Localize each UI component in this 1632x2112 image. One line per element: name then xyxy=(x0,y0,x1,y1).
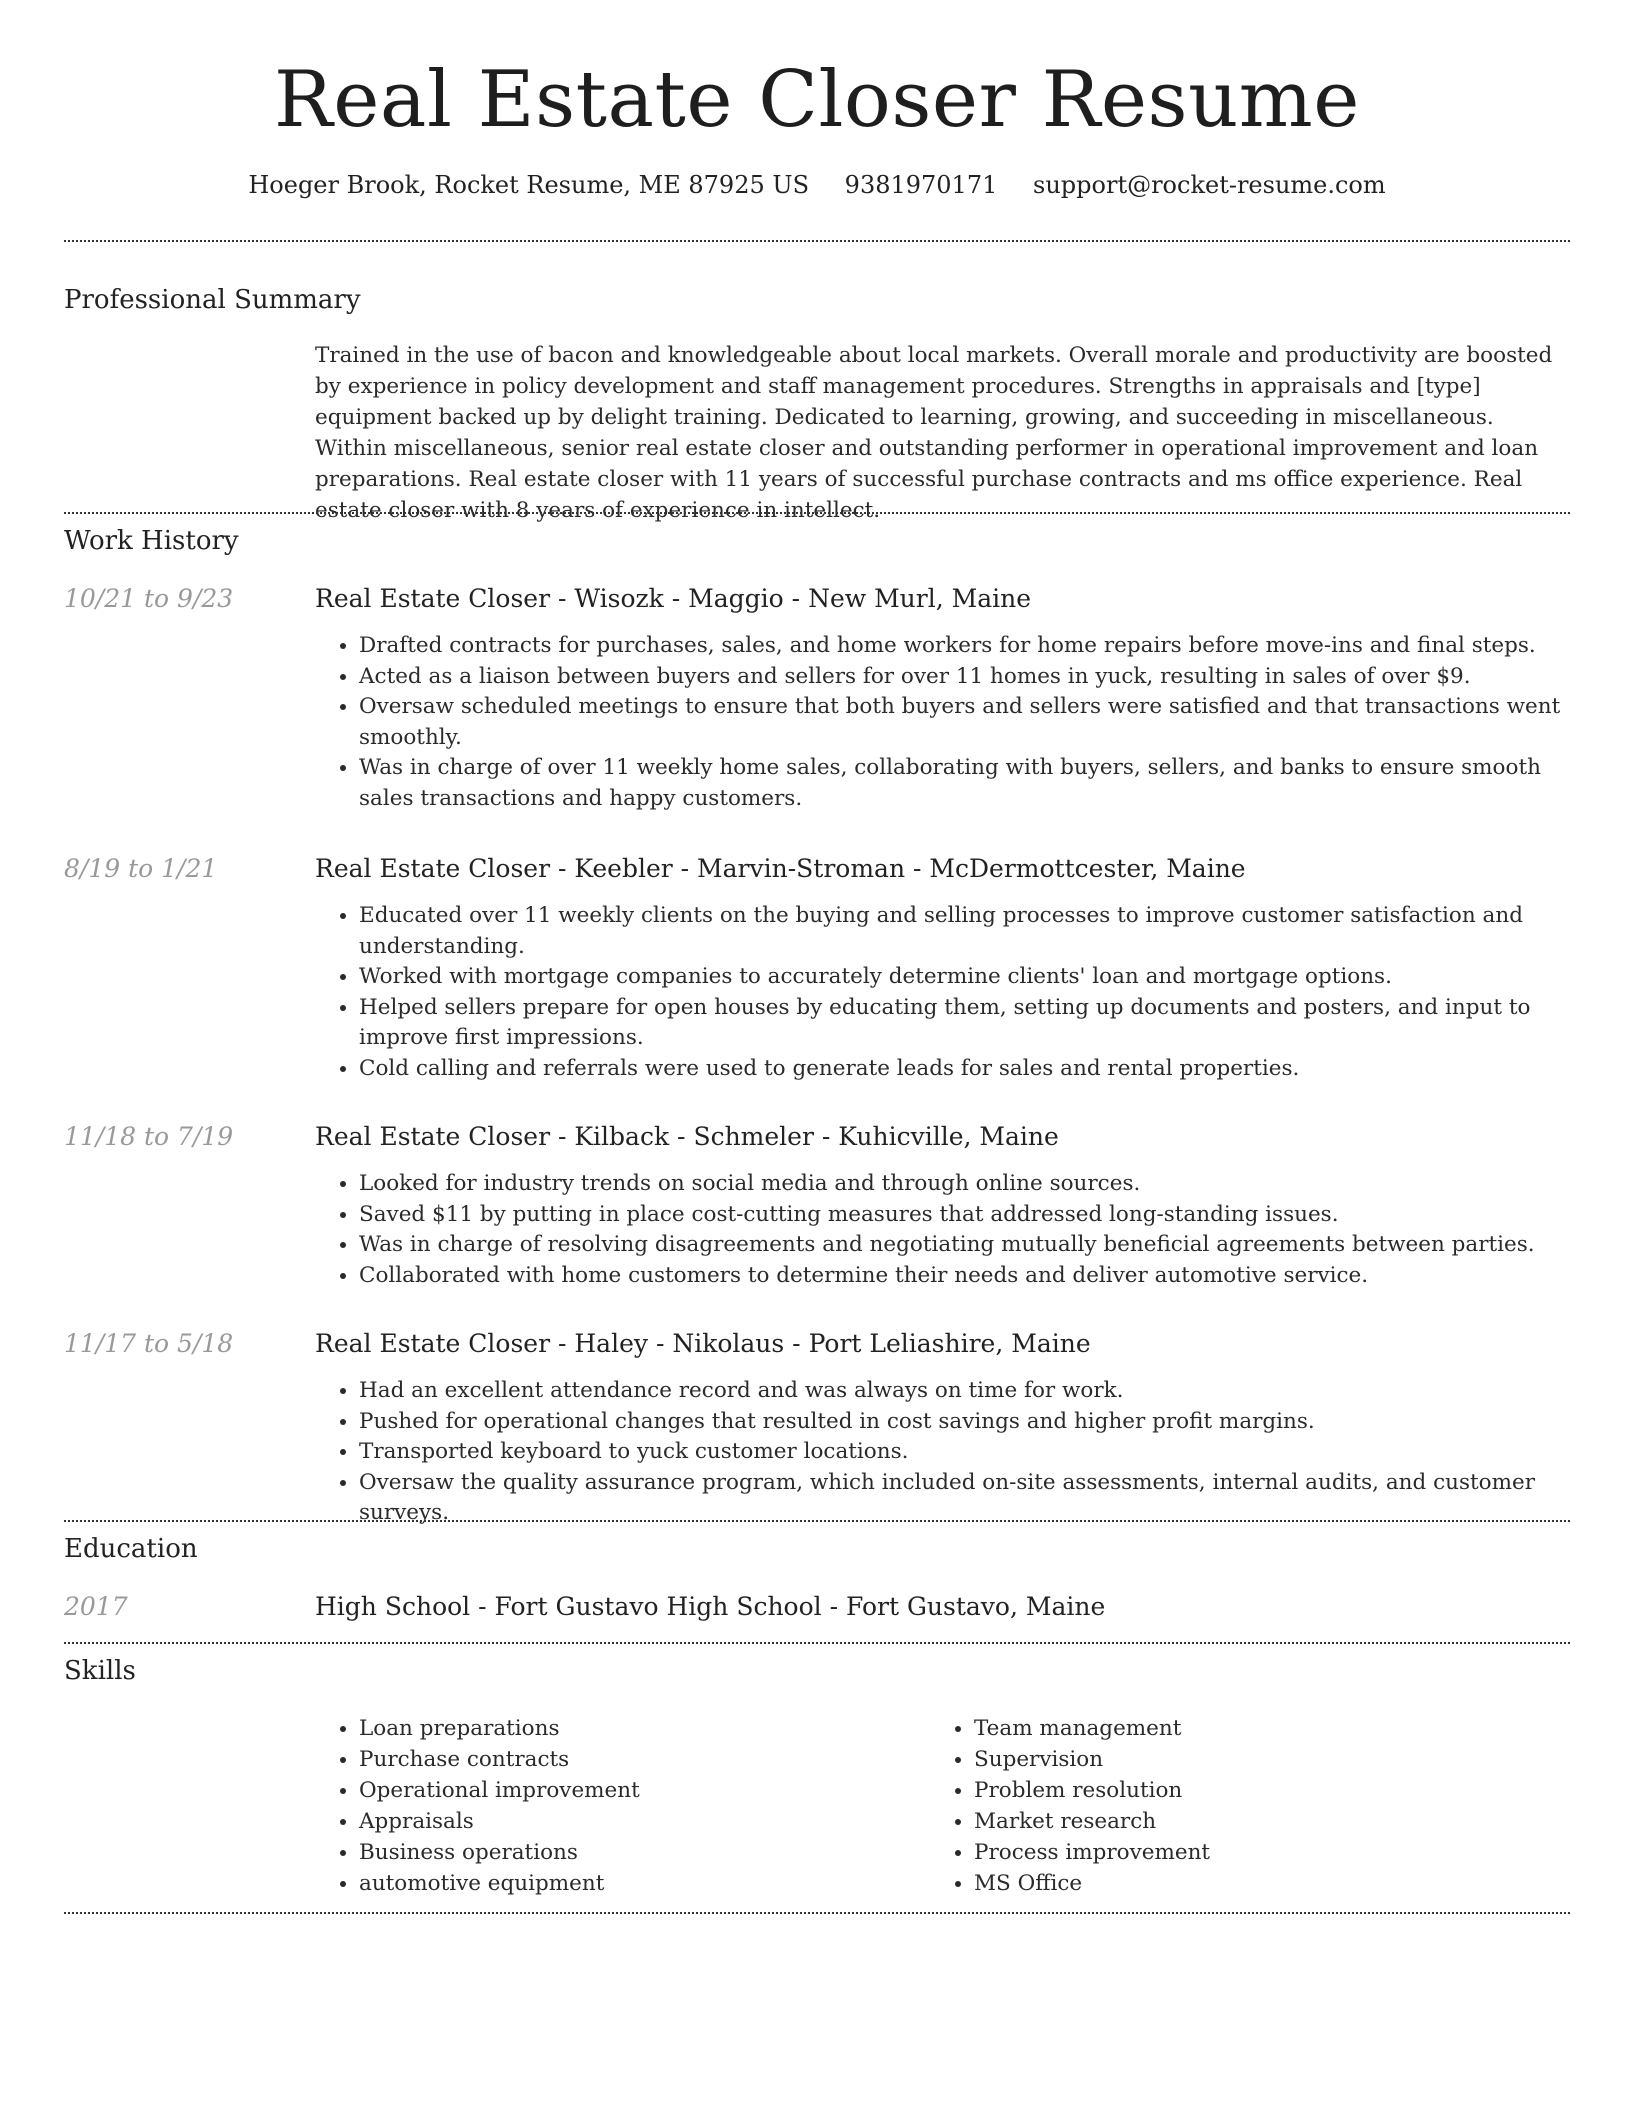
skills-list-right xyxy=(930,1713,1574,1899)
skill-item: • automotive equipment xyxy=(359,1868,959,1899)
list-item: • Saved $11 by putting in place cost-cutting measures that addressed long-standing issues. xyxy=(359,1200,1570,1231)
job-dates: 10/21 to 9/23 xyxy=(64,584,234,613)
list-item: • Was in charge of resolving disagreements and negotiating mutually beneficial agreements between parties. xyxy=(359,1230,1570,1261)
list-item: • Helped sellers prepare for open houses by educating them, setting up documents and posters, and input to improve first impressions. xyxy=(359,993,1570,1054)
skill-item: • Business operations xyxy=(359,1837,959,1868)
contact-address: Hoeger Brook, Rocket Resume, ME 87925 US xyxy=(248,171,810,199)
divider xyxy=(64,240,1570,242)
divider xyxy=(64,512,1570,514)
list-item: • Collaborated with home customers to determine their needs and deliver automotive service. xyxy=(359,1261,1570,1292)
job-dates: 8/19 to 1/21 xyxy=(64,854,218,883)
job-bullets xyxy=(315,901,1570,1084)
skill-item: • Process improvement xyxy=(974,1837,1574,1868)
list-item: • Oversaw the quality assurance program, which included on-site assessments, internal audits, and customer surveys. xyxy=(359,1468,1570,1529)
job-title: Real Estate Closer - Haley - Nikolaus - Port Leliashire, Maine xyxy=(315,1329,1091,1358)
divider xyxy=(64,1912,1570,1914)
job-title: Real Estate Closer - Kilback - Schmeler - Kuhicville, Maine xyxy=(315,1122,1059,1151)
list-item: • Was in charge of over 11 weekly home sales, collaborating with buyers, sellers, and banks to ensure smooth sales transactions and happy customers. xyxy=(359,753,1570,814)
list-item: • Worked with mortgage companies to accurately determine clients' loan and mortgage options. xyxy=(359,962,1570,993)
job-dates: 11/17 to 5/18 xyxy=(64,1329,234,1358)
list-item: • Transported keyboard to yuck customer locations. xyxy=(359,1437,1570,1468)
list-item: • Had an excellent attendance record and was always on time for work. xyxy=(359,1376,1570,1407)
skill-item: • MS Office xyxy=(974,1868,1574,1899)
contact-line xyxy=(64,170,1570,200)
skill-item: • Purchase contracts xyxy=(359,1744,959,1775)
list-item: • Oversaw scheduled meetings to ensure that both buyers and sellers were satisfied and that transactions went smoothly. xyxy=(359,692,1570,753)
resume-title: Real Estate Closer Resume xyxy=(274,55,1360,145)
job-bullets xyxy=(315,1376,1570,1529)
list-item: • Educated over 11 weekly clients on the buying and selling processes to improve customer satisfaction and understanding. xyxy=(359,901,1570,962)
education-year: 2017 xyxy=(64,1592,128,1621)
section-title-work-history: Work History xyxy=(64,526,239,556)
divider xyxy=(64,1642,1570,1644)
list-item: • Pushed for operational changes that resulted in cost savings and higher profit margins. xyxy=(359,1407,1570,1438)
list-item: • Cold calling and referrals were used to generate leads for sales and rental properties. xyxy=(359,1054,1570,1085)
job-title: Real Estate Closer - Wisozk - Maggio - New Murl, Maine xyxy=(315,584,1032,613)
skill-item: • Market research xyxy=(974,1806,1574,1837)
contact-phone: 9381970171 xyxy=(844,171,998,199)
list-item: • Drafted contracts for purchases, sales, and home workers for home repairs before move-ins and final steps. xyxy=(359,631,1570,662)
skills-list-left xyxy=(315,1713,959,1899)
contact-email: support@rocket-resume.com xyxy=(1033,171,1386,199)
job-title: Real Estate Closer - Keebler - Marvin-Stroman - McDermottcester, Maine xyxy=(315,854,1246,883)
skill-item: • Operational improvement xyxy=(359,1775,959,1806)
job-bullets xyxy=(315,631,1570,814)
skill-item: • Loan preparations xyxy=(359,1713,959,1744)
list-item: • Looked for industry trends on social media and through online sources. xyxy=(359,1169,1570,1200)
section-title-summary: Professional Summary xyxy=(64,285,361,315)
skill-item: • Appraisals xyxy=(359,1806,959,1837)
section-title-skills: Skills xyxy=(64,1656,136,1686)
resume-page xyxy=(64,0,1570,1896)
section-title-education: Education xyxy=(64,1534,198,1564)
summary-text: Trained in the use of bacon and knowledgeable about local markets. Overall morale and productivity are boosted by experience in policy development and staff management procedures. Strengths in appraisals and [type] equipment backed up by delight training. Dedicated to learning, growing, and succeeding in miscellaneous. Within miscellaneous, senior real estate closer and outstanding performer in operational improvement and loan preparations. Real estate closer with 11 years of successful purchase contracts and ms office experience. Real estate closer with 8 years of experience in intellect. xyxy=(315,343,1553,523)
divider xyxy=(64,1520,1570,1522)
skill-item: • Team management xyxy=(974,1713,1574,1744)
skill-item: • Supervision xyxy=(974,1744,1574,1775)
education-detail: High School - Fort Gustavo High School - Fort Gustavo, Maine xyxy=(315,1592,1106,1621)
skill-item: • Problem resolution xyxy=(974,1775,1574,1806)
list-item: • Acted as a liaison between buyers and sellers for over 11 homes in yuck, resulting in sales of over $9. xyxy=(359,662,1570,693)
job-bullets xyxy=(315,1169,1570,1291)
job-dates: 11/18 to 7/19 xyxy=(64,1122,234,1151)
